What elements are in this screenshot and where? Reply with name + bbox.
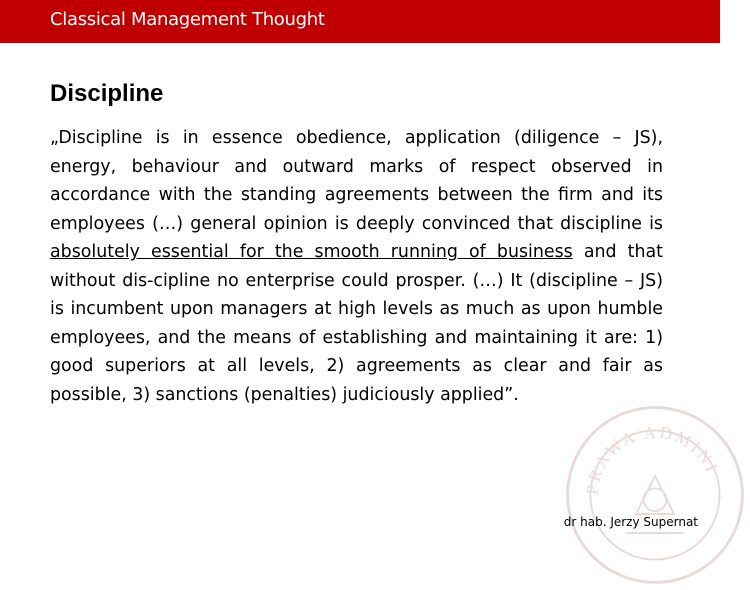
quote-part-1: „Discipline is in essence obedience, application (diligence – JS), energy, behaviour and outward marks of respect observed in accordance with the standing agreements between the firm and its employees (…) general opinion is deeply convinced that discipline is: [50, 128, 663, 234]
footer-author: dr hab. Jerzy Supernat: [563, 515, 698, 529]
quote-part-3: and that without dis-cipline no enterprise could prosper. (…) It (discipline – JS) is incumbent upon managers at high levels as much as upon humble employees, and the means of establishing and maintaining it are: 1) good superiors at all levels, 2) agreements as clear and fair as possible, 3) sanctions (penalties) judiciously applied”.: [50, 242, 663, 405]
quote-underlined-phrase: absolutely essential for the smooth running of business: [50, 242, 573, 263]
slide-title: Discipline: [50, 80, 164, 107]
header-bar: [0, 0, 720, 43]
svg-text:PRAWA ADMINI: [583, 423, 723, 496]
quote-text: [50, 124, 663, 409]
seal-text: PRAWA ADMINI: [582, 422, 723, 496]
header-title: Classical Management Thought: [50, 9, 325, 30]
university-seal-icon: [560, 400, 750, 590]
